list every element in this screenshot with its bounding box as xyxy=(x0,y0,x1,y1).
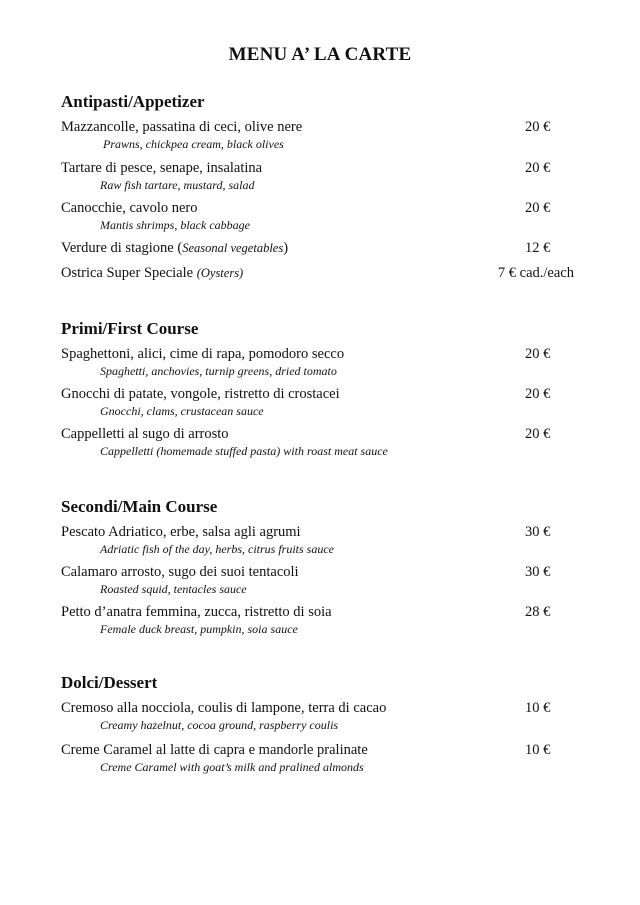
menu-item xyxy=(61,699,581,733)
item-english-inline: Seasonal vegetables xyxy=(182,241,284,255)
item-english: Roasted squid, tentacles sauce xyxy=(100,582,247,596)
item-price: 20 € xyxy=(525,426,551,442)
item-english: Raw fish tartare, mustard, salad xyxy=(100,178,255,192)
menu-item xyxy=(61,425,581,459)
item-english: Prawns, chickpea cream, black olives xyxy=(103,137,284,151)
menu-item xyxy=(61,345,581,379)
item-english: Creamy hazelnut, cocoa ground, raspberry coulis xyxy=(100,718,339,732)
item-price: 30 € xyxy=(525,564,551,580)
section-title-dolci: Dolci/Dessert xyxy=(61,673,158,692)
item-price: 10 € xyxy=(525,742,551,758)
item-price: 7 € cad./each xyxy=(497,265,574,281)
menu-item xyxy=(61,159,581,193)
item-english: Gnocchi, clams, crustacean sauce xyxy=(100,404,264,418)
menu-item xyxy=(61,118,581,152)
section-title-secondi: Secondi/Main Course xyxy=(61,497,218,516)
menu-item xyxy=(61,603,581,637)
menu-item xyxy=(61,563,581,597)
item-english: Spaghetti, anchovies, turnip greens, dried tomato xyxy=(100,364,337,378)
section-title-primi: Primi/First Course xyxy=(61,319,199,338)
item-name: Pescato Adriatico, erbe, salsa agli agrumi xyxy=(61,524,301,540)
item-english-inline: (Oysters) xyxy=(196,266,244,280)
item-name-close: ) xyxy=(283,240,289,256)
item-price: 20 € xyxy=(525,160,551,176)
item-name: Petto d’anatra femmina, zucca, ristretto di soia xyxy=(61,604,332,620)
item-price: 12 € xyxy=(525,240,551,256)
menu-item xyxy=(61,199,581,233)
menu-item xyxy=(61,239,581,257)
item-name-text: Ostrica Super Speciale xyxy=(61,265,197,281)
item-english: Female duck breast, pumpkin, soia sauce xyxy=(100,622,298,636)
item-name: Tartare di pesce, senape, insalatina xyxy=(61,160,263,176)
menu-title: MENU A’ LA CARTE xyxy=(228,44,412,65)
menu-item xyxy=(61,264,581,282)
item-name: Spaghettoni, alici, cime di rapa, pomodoro secco xyxy=(61,346,345,362)
item-name-text: Verdure di stagione ( xyxy=(61,240,183,256)
item-name: Mazzancolle, passatina di ceci, olive nere xyxy=(61,119,303,135)
item-price: 20 € xyxy=(525,346,551,362)
item-price: 20 € xyxy=(525,119,551,135)
item-price: 20 € xyxy=(525,200,551,216)
item-name xyxy=(61,239,581,257)
item-price: 20 € xyxy=(525,386,551,402)
item-name: Gnocchi di patate, vongole, ristretto di crostacei xyxy=(61,386,340,402)
item-english: Cappelletti (homemade stuffed pasta) with roast meat sauce xyxy=(100,444,388,458)
item-name: Cremoso alla nocciola, coulis di lampone, terra di cacao xyxy=(61,700,387,716)
menu-item xyxy=(61,523,581,557)
item-english: Adriatic fish of the day, herbs, citrus fruits sauce xyxy=(100,542,334,556)
item-name: Calamaro arrosto, sugo dei suoi tentacoli xyxy=(61,564,299,580)
item-english: Mantis shrimps, black cabbage xyxy=(100,218,250,232)
item-english: Creme Caramel with goat’s milk and pralined almonds xyxy=(100,760,364,774)
item-price: 10 € xyxy=(525,700,551,716)
section-title-antipasti: Antipasti/Appetizer xyxy=(61,92,205,111)
menu-item xyxy=(61,385,581,419)
item-name: Creme Caramel al latte di capra e mandorle pralinate xyxy=(61,742,368,758)
item-name: Canocchie, cavolo nero xyxy=(61,200,198,216)
menu-item xyxy=(61,741,581,775)
item-price: 30 € xyxy=(525,524,551,540)
item-price: 28 € xyxy=(525,604,551,620)
item-name: Cappelletti al sugo di arrosto xyxy=(61,426,229,442)
